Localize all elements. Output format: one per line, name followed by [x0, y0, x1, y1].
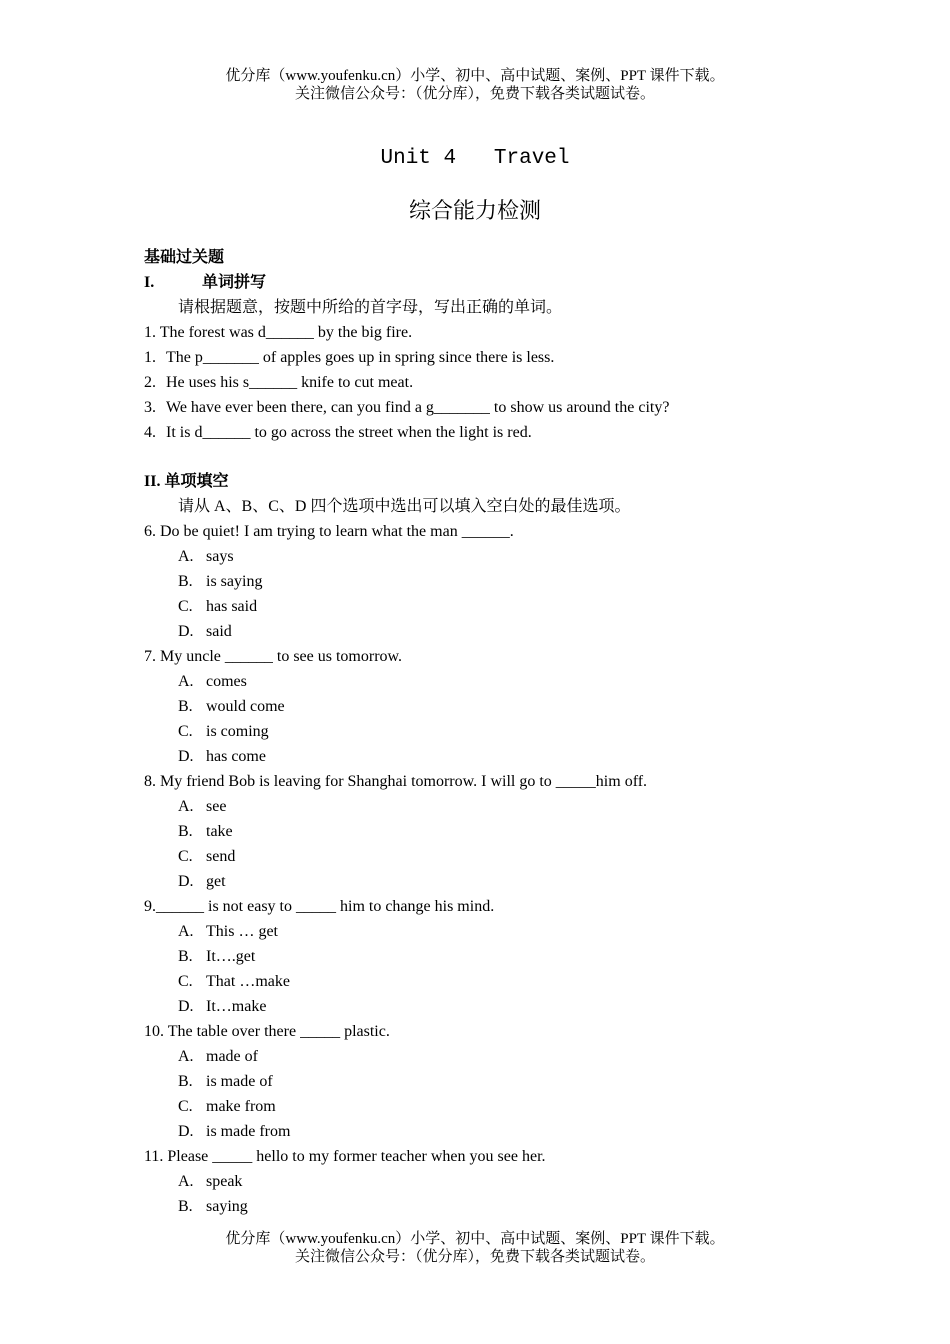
- answer-option: [144, 619, 864, 644]
- option-text: comes: [206, 673, 247, 690]
- option-text: take: [206, 823, 233, 840]
- option-text: made of: [206, 1048, 258, 1065]
- header-line-2: 关注微信公众号：（优分库），免费下载各类试题试卷。: [294, 86, 655, 102]
- answer-option: [144, 794, 864, 819]
- option-text: is saying: [206, 573, 263, 590]
- option-letter: A.: [178, 548, 194, 565]
- answer-option: [144, 919, 864, 944]
- item-number: 2.: [144, 374, 156, 391]
- option-text: is made from: [206, 1123, 291, 1140]
- section-1-instruction: 请根据题意，按题中所给的首字母，写出正确的单词。: [178, 299, 563, 316]
- question-stem: 11. Please _____ hello to my former teacher when you see her.: [144, 1148, 546, 1165]
- option-letter: A.: [178, 1048, 194, 1065]
- option-text: saying: [206, 1198, 248, 1215]
- answer-option: [144, 1119, 864, 1144]
- answer-option: [144, 994, 864, 1019]
- option-letter: D.: [178, 748, 194, 765]
- item-text: It is d______ to go across the street when the light is red.: [166, 424, 532, 441]
- page-footer: [0, 1230, 950, 1266]
- document-body: [144, 245, 864, 1219]
- choice-questions: [144, 519, 864, 1219]
- option-text: has come: [206, 748, 266, 765]
- option-letter: B.: [178, 1073, 193, 1090]
- option-letter: D.: [178, 998, 194, 1015]
- option-letter: C.: [178, 848, 193, 865]
- page-header: [0, 67, 950, 103]
- part-heading: 基础过关题: [144, 249, 225, 266]
- section-2-heading: II. 单项填空: [144, 473, 229, 490]
- item-text: The p_______ of apples goes up in spring since there is less.: [166, 349, 555, 366]
- option-text: This … get: [206, 923, 278, 940]
- section-1-heading: [144, 270, 864, 295]
- option-text: It…make: [206, 998, 267, 1015]
- item-text: We have ever been there, can you find a g_______ to show us around the city?: [166, 399, 670, 416]
- section-1-roman: I.: [144, 274, 155, 291]
- option-text: send: [206, 848, 236, 865]
- spelling-item: [144, 420, 864, 445]
- option-text: is coming: [206, 723, 269, 740]
- option-text: would come: [206, 698, 285, 715]
- option-text: is made of: [206, 1073, 273, 1090]
- spelling-list: [144, 345, 864, 445]
- unit-title: Unit 4 Travel: [380, 147, 570, 170]
- answer-option: [144, 669, 864, 694]
- question-stem: 8. My friend Bob is leaving for Shanghai tomorrow. I will go to _____him off.: [144, 773, 648, 790]
- option-letter: A.: [178, 923, 194, 940]
- option-text: speak: [206, 1173, 243, 1190]
- option-letter: C.: [178, 973, 193, 990]
- answer-option: [144, 844, 864, 869]
- answer-option: [144, 744, 864, 769]
- option-letter: D.: [178, 1123, 194, 1140]
- option-letter: B.: [178, 573, 193, 590]
- answer-option: [144, 1069, 864, 1094]
- option-letter: C.: [178, 1098, 193, 1115]
- option-text: see: [206, 798, 227, 815]
- answer-option: [144, 1194, 864, 1219]
- option-letter: B.: [178, 698, 193, 715]
- footer-line-1: 优分库（www.youfenku.cn）小学、初中、高中试题、案例、PPT 课件下载。: [225, 1231, 725, 1247]
- section-1-title: 单词拼写: [202, 274, 267, 291]
- option-text: make from: [206, 1098, 276, 1115]
- option-text: It….get: [206, 948, 256, 965]
- option-letter: C.: [178, 598, 193, 615]
- test-subtitle: 综合能力检测: [408, 198, 541, 223]
- option-letter: A.: [178, 673, 194, 690]
- question-stem: 10. The table over there _____ plastic.: [144, 1023, 390, 1040]
- option-text: has said: [206, 598, 258, 615]
- answer-option: [144, 969, 864, 994]
- item-number: 1.: [144, 349, 156, 366]
- question-stem: 6. Do be quiet! I am trying to learn what the man ______.: [144, 523, 514, 540]
- option-letter: B.: [178, 823, 193, 840]
- answer-option: [144, 1044, 864, 1069]
- answer-option: [144, 944, 864, 969]
- answer-option: [144, 819, 864, 844]
- question-stem: 9.______ is not easy to _____ him to change his mind.: [144, 898, 495, 915]
- answer-option: [144, 544, 864, 569]
- option-letter: A.: [178, 798, 194, 815]
- option-letter: A.: [178, 1173, 194, 1190]
- item-text: He uses his s______ knife to cut meat.: [166, 374, 414, 391]
- spelling-item: [144, 395, 864, 420]
- item-number: 3.: [144, 399, 156, 416]
- option-text: That …make: [206, 973, 290, 990]
- option-letter: C.: [178, 723, 193, 740]
- option-letter: B.: [178, 948, 193, 965]
- spelling-item: [144, 345, 864, 370]
- answer-option: [144, 594, 864, 619]
- answer-option: [144, 694, 864, 719]
- option-letter: D.: [178, 623, 194, 640]
- answer-option: [144, 1169, 864, 1194]
- option-text: says: [206, 548, 234, 565]
- spelling-item: [144, 370, 864, 395]
- answer-option: [144, 719, 864, 744]
- option-text: said: [206, 623, 232, 640]
- option-letter: D.: [178, 873, 194, 890]
- option-letter: B.: [178, 1198, 193, 1215]
- footer-line-2: 关注微信公众号：（优分库），免费下载各类试题试卷。: [294, 1249, 655, 1265]
- header-line-1: 优分库（www.youfenku.cn）小学、初中、高中试题、案例、PPT 课件下载。: [225, 68, 725, 84]
- answer-option: [144, 1094, 864, 1119]
- answer-option: [144, 869, 864, 894]
- answer-option: [144, 569, 864, 594]
- section-2-instruction: 请从 A、B、C、D 四个选项中选出可以填入空白处的最佳选项。: [178, 498, 631, 515]
- question-first: 1. The forest was d______ by the big fire.: [144, 324, 413, 341]
- option-text: get: [206, 873, 226, 890]
- item-number: 4.: [144, 424, 156, 441]
- question-stem: 7. My uncle ______ to see us tomorrow.: [144, 648, 403, 665]
